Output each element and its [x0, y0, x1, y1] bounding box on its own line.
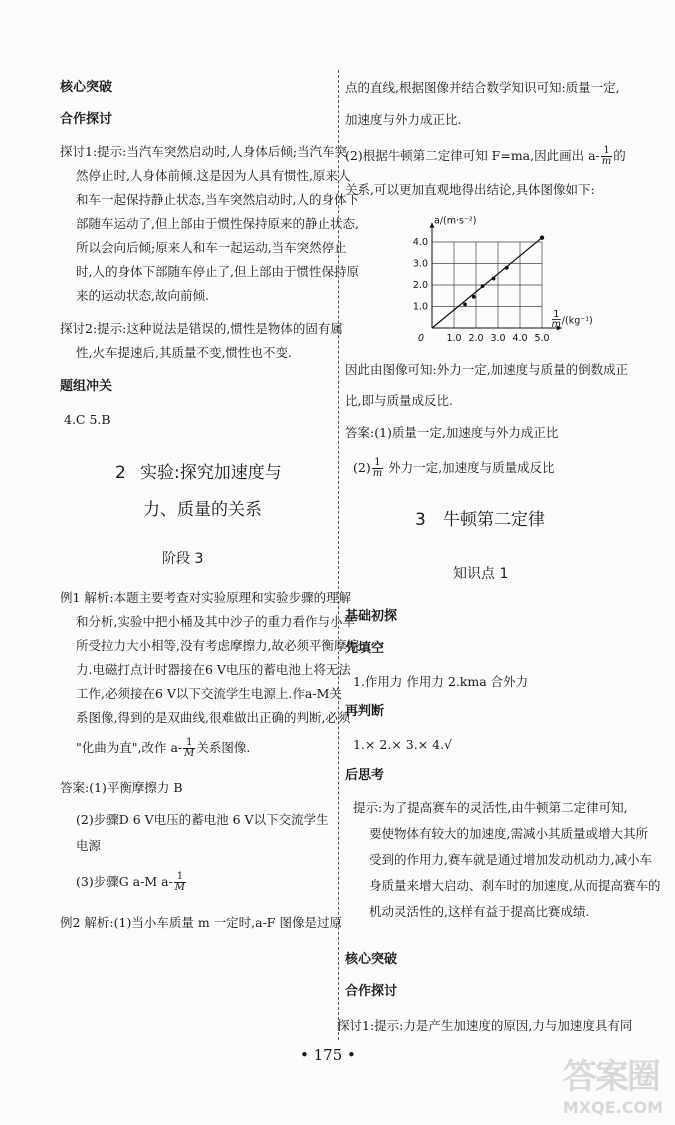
answer-line: 答案:(1)平衡摩擦力 B [60, 780, 183, 795]
heading-judge: 再判断 [345, 704, 385, 719]
text-line: 系图像,得到的是双曲线,很难做出正确的判断,必须 [76, 710, 351, 725]
answer-line: (2)步骤D 6 V电压的蓄电池 6 V以下交流学生 [76, 812, 329, 827]
heading-think: 后思考 [345, 768, 385, 783]
fraction: $\frac{1}{M}$ [174, 871, 186, 893]
x-tick-label: 5.0 [534, 333, 550, 344]
fraction: $\frac{1}{m}$ [601, 145, 612, 167]
text-line: 工作,必须接在6 V以下交流学生电源上.作a-M关 [76, 686, 342, 701]
text-line: 和车一起保持静止状态,当车突然启动时,人的身体下 [76, 192, 359, 207]
x-axis-label-numerator: 1 [553, 309, 560, 320]
section-number: 3 [415, 510, 426, 530]
text-line: 性,火车提速后,其质量不变,惯性也不变. [76, 345, 292, 360]
fraction: $\frac{1}{M}$ [184, 737, 195, 759]
section-title: 实验:探究加速度与 [140, 463, 282, 483]
heading-basic: 基础初探 [345, 609, 398, 624]
section-number: 2 [115, 463, 126, 483]
heading-fill: 先填空 [345, 641, 385, 656]
answer-line: (2) $\frac{1}{m}$ 外力一定,加速度与质量成反比 [353, 457, 555, 479]
answer-line: (3)步骤G a-M a- $\frac{1}{M}$ [76, 871, 186, 893]
answer-line: 电源 [76, 838, 102, 853]
text-line: 提示:为了提高赛车的灵活性,由牛顿第二定律可知, [353, 800, 628, 815]
knowledge-point-title: 知识点 1 [453, 566, 509, 582]
text-line: 受到的作用力,赛车就是通过增加发动机动力,减小车 [369, 852, 652, 867]
heading-core: 核心突破 [345, 952, 398, 967]
text-line: 然停止时,人身体前倾.这是因为人具有惯性,原来人 [76, 168, 351, 183]
section-title: 力、质量的关系 [143, 500, 262, 520]
data-point [463, 302, 467, 306]
text-line: 时,人的身体下部随车停止了,但上部由于惯性保持原 [76, 264, 359, 279]
heading-core: 核心突破 [60, 80, 113, 95]
text-line: 和分析,实验中把小桶及其中沙子的重力看作与小车 [76, 614, 355, 629]
heading-coop: 合作探讨 [60, 112, 113, 127]
text-line: (2)根据牛顿第二定律可知 F=ma,因此画出 a- $\frac{1}{m}$ 的 [345, 145, 626, 167]
text-line: 加速度与外力成正比. [345, 112, 462, 127]
text-line: 探讨2:提示:这种说法是错误的,惯性是物体的固有属 [60, 321, 343, 336]
text-line: 来的运动状态,故向前倾. [76, 288, 209, 303]
x-axis-label-unit: /(kg⁻¹) [561, 315, 593, 327]
y-tick-label: 2.0 [412, 280, 428, 291]
stage-title: 阶段 3 [162, 551, 204, 567]
data-point [492, 277, 496, 281]
text-line: 身质量来增大启动、刹车时的加速度,从而提高赛车的 [369, 878, 661, 893]
text-line: 例2 解析:(1)当小车质量 m 一定时,a-F 图像是过原 [60, 915, 342, 930]
text-line: 要使物体有较大的加速度,需减小其质量或增大其所 [369, 826, 648, 841]
text-line: 例1 解析:本题主要考查对实验原理和实验步骤的理解 [60, 590, 352, 605]
text-line: 所以会向后倾;原来人和车一起运动,当车突然停止 [76, 240, 347, 255]
line-endpoint [540, 236, 544, 240]
acceleration-vs-inverse-mass-chart [390, 216, 630, 356]
y-tick-label: 3.0 [412, 258, 428, 270]
judge-answers: 1.× 2.× 3.× 4.√ [353, 737, 453, 752]
data-point [505, 266, 509, 270]
text-line: 探讨1:提示:当汽车突然启动时,人身体后倾;当汽车突 [60, 144, 348, 159]
text-line: 比,即与质量成反比. [345, 393, 453, 408]
page-number: • 175 • [300, 1046, 356, 1064]
watermark [563, 1049, 663, 1117]
x-tick-label: 3.0 [490, 333, 506, 344]
origin-label: 0 [418, 333, 425, 344]
data-point [481, 284, 485, 288]
fit-line [432, 238, 542, 328]
y-axis-label: a/(m·s⁻²) [434, 216, 477, 227]
text-line: 因此由图像可知:外力一定,加速度与质量的倒数成正 [345, 362, 629, 377]
text-line: 关系,可以更加直观地得出结论,具体图像如下: [345, 182, 595, 197]
text-line: 机动灵活性的,这样有益于提高比赛成绩. [369, 904, 590, 919]
x-tick-label: 2.0 [468, 333, 484, 344]
watermark-main: 答案圈 [562, 1057, 659, 1097]
fraction: $\frac{1}{m}$ [372, 457, 383, 479]
group-answers: 4.C 5.B [64, 412, 111, 427]
x-tick-label: 4.0 [512, 333, 528, 344]
x-tick-label: 1.0 [446, 333, 462, 344]
y-tick-label: 1.0 [412, 301, 428, 313]
data-point [472, 295, 476, 299]
text-line: 探讨1:提示:力是产生加速度的原因,力与加速度具有同 [337, 1018, 633, 1033]
text-line: 部随车运动了,但上部由于惯性保持原来的静止状态, [76, 216, 359, 231]
section-title: 牛顿第二定律 [443, 510, 545, 530]
x-axis-label-denominator: m [551, 319, 561, 330]
heading-coop: 合作探讨 [345, 984, 398, 999]
y-tick-label: 4.0 [412, 237, 428, 248]
fill-answers: 1.作用力 作用力 2.kma 合外力 [353, 674, 529, 689]
text-line: 力.电磁打点计时器接在6 V电压的蓄电池上将无法 [76, 662, 351, 677]
answer-line: 答案:(1)质量一定,加速度与外力成正比 [345, 425, 559, 440]
heading-group: 题组冲关 [60, 379, 113, 394]
text-line: "化曲为直",改作 a- $\frac{1}{M}$ 关系图像. [76, 737, 251, 759]
text-line: 点的直线,根据图像并结合数学知识可知:质量一定, [345, 80, 620, 95]
text-line: 所受拉力大小相等,没有考虑摩擦力,故必须平衡摩擦 [76, 638, 359, 653]
watermark-sub: MXQE.COM [562, 1098, 663, 1117]
